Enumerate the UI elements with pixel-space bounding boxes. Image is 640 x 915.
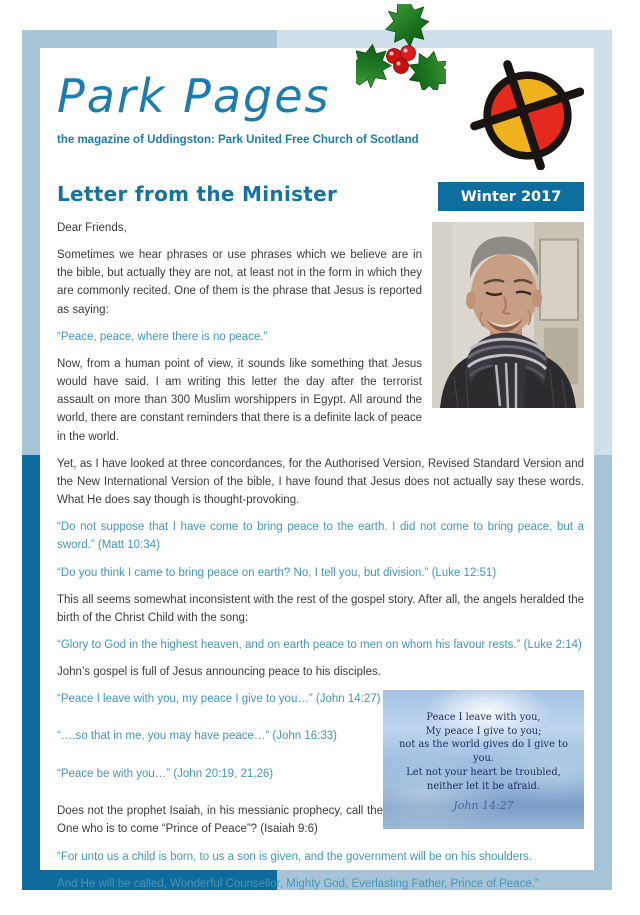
magazine-subtitle: the magazine of Uddingston: Park United Free Church of Scotland [57, 134, 419, 147]
scripture-quote: “For unto us a child is born, to us a son is given, and the government will be on his shoulders. [57, 851, 532, 864]
article-title: Letter from the Minister [57, 182, 338, 206]
frame-left-band [22, 30, 40, 890]
article-header [57, 182, 584, 211]
minister-photo [432, 222, 584, 408]
peace-image-signature: John 14:27 [453, 799, 514, 813]
letter-paragraph: Dear Friends, [57, 222, 127, 234]
scripture-quote: “Do you think I came to bring peace on earth? No, I tell you, but division.” (Luke 12:51) [57, 566, 497, 579]
scripture-quote: “Do not suppose that I have come to bring peace to the earth. I did not come to bring peace, but a sword.” (Matt 10:34) [57, 521, 584, 552]
letter-paragraph: Sometimes we hear phrases or use phrases which we believe are in the bible, but actually they are not, at least not in the form in which they are commonly recited. One of them is the phrase that Jesus is reported as saying: [57, 249, 422, 316]
masthead [57, 62, 584, 174]
peace-section [57, 690, 584, 838]
frame-top-band [22, 30, 612, 48]
letter-paragraph: John’s gospel is full of Jesus announcing peace to his disciples. [57, 666, 381, 679]
magazine-title: Park Pages [57, 69, 331, 123]
scripture-quote: “Peace I leave with you, my peace I give to you…” (John 14:27) [57, 693, 381, 706]
holly-icon [356, 4, 446, 90]
church-logo-icon [470, 56, 584, 170]
peace-image-text: neither let it be afraid. [427, 780, 540, 792]
peace-image [383, 690, 584, 829]
letter-body [57, 219, 584, 893]
final-quotes [57, 848, 584, 893]
scripture-quote: “Peace, peace, where there is no peace.” [57, 330, 268, 343]
scripture-quote: “Glory to God in the highest heaven, and on earth peace to men on whom his favour rests.” (Luke 2:14) [57, 638, 582, 651]
peace-image-text: Let not your heart be troubled, [406, 766, 561, 778]
issue-badge: Winter 2017 [438, 182, 584, 211]
peace-image-text: Peace I leave with you, [426, 711, 541, 723]
letter-paragraph: This all seems somewhat inconsistent with the rest of the gospel story. After all, the angels heralded the birth of the Christ Child with the song: [57, 593, 584, 624]
scripture-quote: And He will be called, Wonderful Counsellor, Mighty God, Everlasting Father, Prince of Peace.” [57, 878, 539, 891]
peace-image-text: not as the world gives do I give to you. [399, 739, 568, 765]
scripture-quote: “….so that in me, you may have peace…” (John 16:33) [57, 730, 337, 743]
frame-right-band [594, 30, 612, 890]
peace-quotes-column [57, 690, 383, 838]
letter-paragraph: Now, from a human point of view, it sounds like something that Jesus would have said. I am writing this letter the day after the terrorist assault on more than 300 Muslim worshippers in Egypt. All around the world, there are constant reminders that there is a definite lack of peace in the world. [57, 357, 423, 443]
letter-paragraph: Does not the prophet Isaiah, in his messianic prophecy, call the One who is to come “Prince of Peace”? (Isaiah 9:6) [57, 804, 383, 835]
scripture-quote: “Peace be with you…” (John 20:19, 21,26) [57, 767, 274, 780]
page-content [40, 48, 594, 891]
peace-image-text: My peace I give to you; [425, 725, 542, 737]
letter-paragraph: Yet, as I have looked at three concordances, for the Authorised Version, Revised Standard Version and the New International Version of the bible, I have found that Jesus does not actually say these words. What He does say though is thought-provoking. [57, 457, 584, 507]
